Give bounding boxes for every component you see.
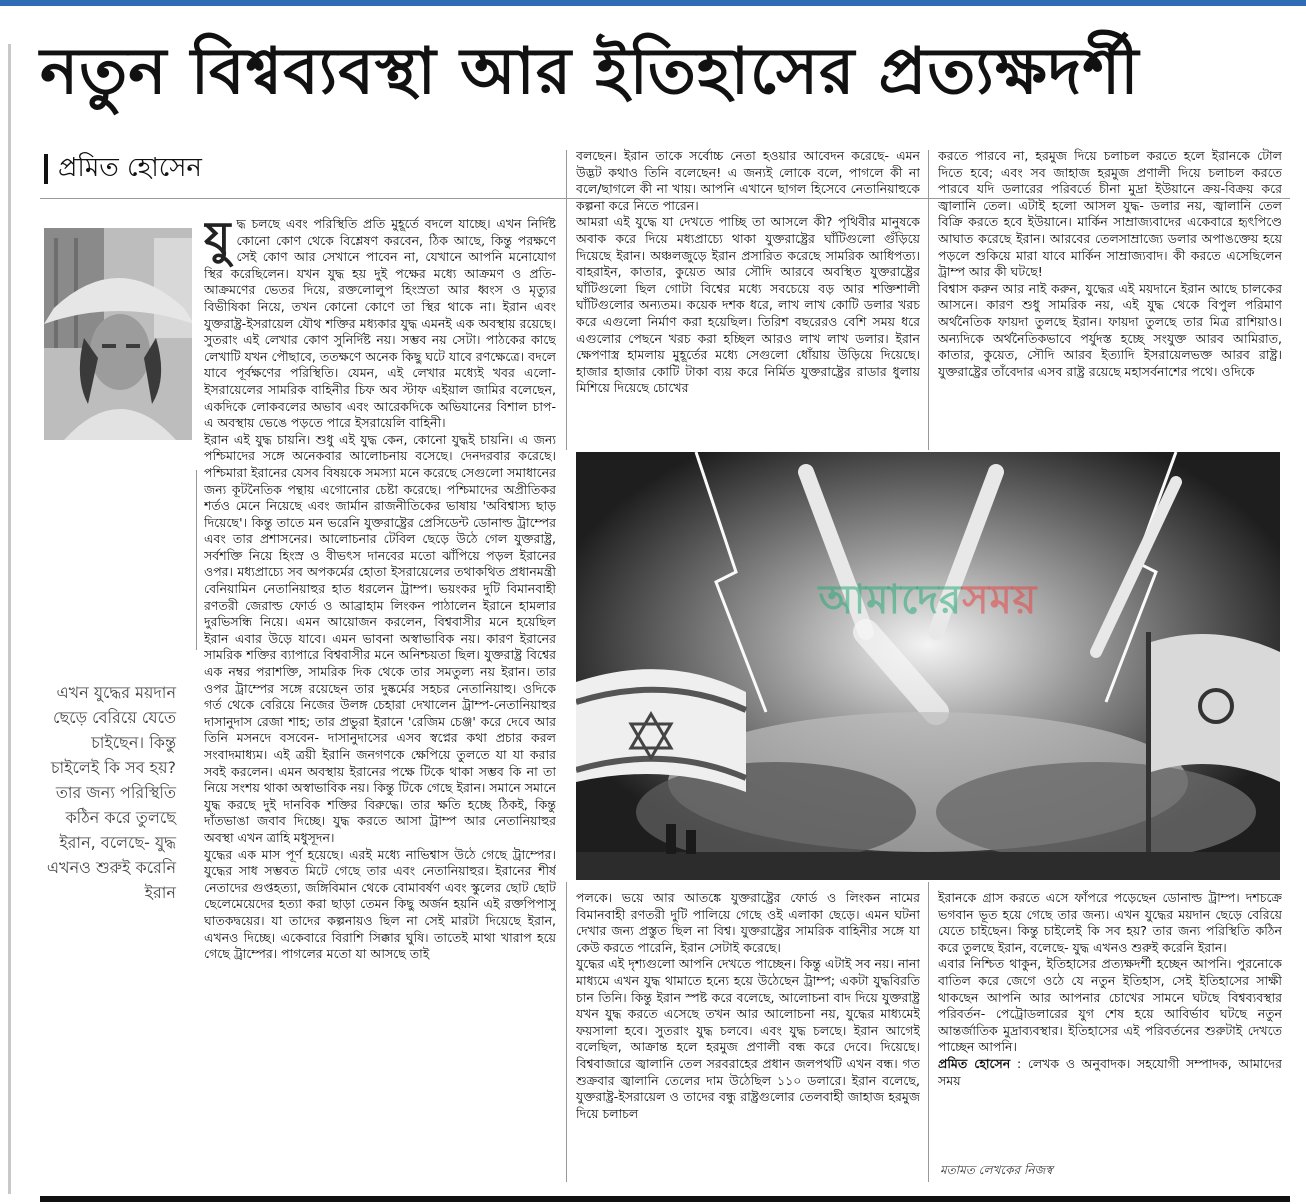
article-paragraph: ইরান এই যুদ্ধ চায়নি। শুধু এই যুদ্ধ কেন, কোনো যুদ্ধই চায়নি। এ জন্য পশ্চিমাদের সঙ্গে অনেকবার আলোচনায় বসেছে। দেনদরবার করেছে। পশ্চিমারা ইরানের যেসব বিষয়কে সমস্যা মনে করেছে সেগুলো সমাধানের জন্য কূটনৈতিক পন্থায় এগোনোর চেষ্টা করেছে। পশ্চিমাদের অপ্রীতিকর শর্তও মেনে নিয়েছে এবং জার্মান রাজনীতিকের ভাষায় 'অবিশ্বাস্য ছাড় দিয়েছে'। কিন্তু তাতে মন ভরেনি যুক্তরাষ্ট্রের প্রেসিডেন্ট ডোনাল্ড ট্রাম্পের এবং তার প্রশাসনের। আলোচনার টেবিল ছেড়ে উঠে গেল যুক্তরাষ্ট্র, সর্বশক্তি নিয়ে হিংস্র ও বীভৎস দানবের মতো ঝাঁপিয়ে পড়ল ইরানের ওপর। মধ্যপ্রাচ্যে সব অপকর্মের হোতা ইসরায়েলের তথাকথিত প্রধানমন্ত্রী বেনিয়ামিন নেতানিয়াহুর হাত ধরলেন ট্রাম্প। ভয়ংকর দুটি বিমানবাহী রণতরী জেরাল্ড ফোর্ড ও আব্রাহাম লিংকন পাঠালেন ইরানে হামলার দুরভিসন্ধি নিয়ে। এমন আয়োজন করলেন, বিশ্ববাসীর মনে হয়েছিল ইরান এবার উড়ে যাবে। এমন ভাবনা অস্বাভাবিক নয়। কারণ ইরানের সামরিক শক্তির ব্যাপারে বিশ্ববাসীর মনে অনিশ্চয়তা ছিল। যুক্তরাষ্ট্র বিশ্বের এক নম্বর পরাশক্তি, সামরিক দিক থেকে তার সমতুল্য নয় ইরান। তার ওপর ট্রাম্পের সঙ্গে রয়েছেন তার দুষ্কর্মের সহচর নেতানিয়াহু। ওদিকে গর্ত থেকে বেরিয়ে নিজের উলঙ্গ চেহারা দেখালেন ট্রাম্প-নেতানিয়াহুর দাসানুদাস রেজা শাহ; তার প্রভুরা ইরানে 'রেজিম চেঞ্জ' করে দেবে আর তিনি মসনদে বসবেন- দাসানুদাসের এসব স্বপ্নের কথা প্রচার করল সংবাদমাধ্যম। এই ত্রয়ী ইরানি জনগণকে ক্ষেপিয়ে তুলতে যা যা করার সবই করলেন। এমন অবস্থায় ইরানের পক্ষে টিকে থাকা সম্ভব কি না তা নিয়ে সংশয় থাকা অস্বাভাবিক নয়। কিন্তু টিকে গেছে ইরান। সমানে সমানে যুদ্ধ করছে দুই দানবিক শক্তির বিরুদ্ধে। তার ক্ষতি হচ্ছে ঠিকই, কিন্তু দাঁতভাঙা জবাব দিচ্ছে। যুদ্ধ করতে আসা ট্রাম্প আর নেতানিয়াহুর অবস্থা এখন ত্রাহি মধুসূদন। bbox=[204, 431, 556, 845]
byline bbox=[44, 152, 202, 186]
author-portrait-illustration bbox=[44, 228, 192, 440]
author-photo bbox=[44, 228, 192, 440]
article-column-3-bottom bbox=[938, 890, 1282, 1156]
article-paragraph: এবার নিশ্চিত থাকুন, ইতিহাসের প্রত্যক্ষদর্শী হচ্ছেন আপনি। পুরনোকে বাতিল করে জেগে ওঠে যে নতুন ইতিহাস, সেই ইতিহাসের সাক্ষী থাকছেন আপনি আর আপনার চোখের সামনে ঘটছে বিশ্বব্যবস্থার পরিবর্তন- পেট্রোডলারের যুগ শেষ হয়ে আবির্ভাব ঘটছে নতুন আন্তর্জাতিক মুদ্রাব্যবস্থার। ইতিহাসের এই পরিবর্তনের শুরুটাই দেখতে পাচ্ছেন আপনি। bbox=[938, 956, 1282, 1055]
article-column-2-bottom bbox=[576, 890, 920, 1184]
article-paragraph: যুদ্ধের এক মাস পূর্ণ হয়েছে। এরই মধ্যে নাভিশ্বাস উঠে গেছে ট্রাম্পের। যুদ্ধের সাধ সম্ভবত মিটে গেছে তার এবং নেতানিয়াহুর। ইরানের শীর্ষ নেতাদের গুপ্তহত্যা, জঙ্গিবিমান থেকে বোমাবর্ষণ এবং স্কুলের ছোট ছোট ছেলেমেয়েদের হত্যা করা ছাড়া তেমন কিছু অর্জন হয়নি এই রক্তপিপাসু ঘাতকদ্বয়ের। যা তাদের কল্পনায়ও ছিল না সেই মারটা দিয়েছে ইরান, এখনও দিচ্ছে। একেবারে বিরাশি সিক্কার ঘুষি। তাতেই মাথা খারাপ হয়ে গেছে ট্রাম্পের। পাগলের মতো যা আসছে তাই bbox=[204, 846, 556, 962]
bottom-rule bbox=[40, 1196, 1290, 1202]
top-accent-bar bbox=[0, 0, 1306, 6]
article-paragraph: আমরা এই যুদ্ধে যা দেখতে পাচ্ছি তা আসলে কী? পৃথিবীর মানুষকে অবাক করে দিয়ে মধ্যপ্রাচ্যে থাকা যুক্তরাষ্ট্রের ঘাঁটিগুলো গুঁড়িয়ে দিয়েছে ইরান। অঞ্চলজুড়ে ইরান প্রসারিত করেছে সামরিক আধিপত্য। বাহরাইন, কাতার, কুয়েত আর সৌদি আরবে অবস্থিত যুক্তরাষ্ট্রের ঘাঁটিগুলো ছিল গোটা বিশ্বের মধ্যে সবচেয়ে বড় আর শক্তিশালী ঘাঁটিগুলোর অন্যতম। কয়েক দশক ধরে, লাখ লাখ কোটি ডলার খরচ করে এগুলো নির্মাণ করা হয়েছিল। তিরিশ বছরেরও বেশি সময় ধরে এগুলোর পেছনে খরচ করা হচ্ছিল আরও লাখ লাখ ডলার। ইরান ক্ষেপণাস্ত্র হামলায় মুহূর্তের মধ্যে সেগুলো ধোঁয়ায় উড়িয়ে দিয়েছে। হাজার হাজার কোটি টাকা ব্যয় করে নির্মিত যুক্তরাষ্ট্রের রাডার ধুলায় মিশিয়ে দিয়েছে চোখের bbox=[576, 214, 920, 396]
column-divider bbox=[928, 150, 929, 450]
author-note-description: : লেখক ও অনুবাদক। সহযোগী সম্পাদক, আমাদের সময় bbox=[938, 1055, 1282, 1088]
sidebar-divider bbox=[196, 470, 197, 650]
opinion-disclaimer: মতামত লেখকের নিজস্ব bbox=[940, 1163, 1053, 1177]
headline: নতুন বিশ্বব্যবস্থা আর ইতিহাসের প্রত্যক্ষদর্শী bbox=[40, 34, 1140, 109]
article-paragraph: বলছেন। ইরান তাকে সর্বোচ্চ নেতা হওয়ার আবেদন করেছে- এমন উদ্ভট কথাও তিনি বলেছেন! এ জন্যই লোকে বলে, পাগলে কী না বলে/ছাগলে কী না খায়। আপনি এখানে ছাগল হিসেবে নেতানিয়াহুকে কল্পনা করে নিতে পারেন। bbox=[576, 148, 920, 213]
column-divider bbox=[566, 882, 567, 1182]
article-column-2-top bbox=[576, 148, 920, 436]
article-paragraph: বিশ্বাস করুন আর নাই করুন, যুদ্ধের এই ময়দানে ইরান আছে চালকের আসনে। কারণ শুধু সামরিক নয়, এই যুদ্ধ থেকে বিপুল পরিমাণ অর্থনৈতিক ফায়দা তুলছে ইরান। ফায়দা তুলছে তার মিত্র রাশিয়াও। অন্যদিকে অর্থনৈতিকভাবে পর্যুদস্ত হচ্ছে সংযুক্ত আরব আমিরাত, কাতার, কুয়েত, সৌদি আরব ইত্যাদি ইসরায়েলভক্ত আরব রাষ্ট্র। যুক্তরাষ্ট্রের তাঁবেদার এসব রাষ্ট্র রয়েছে মহাসর্বনাশের পথে। ওদিকে bbox=[938, 280, 1282, 379]
dropcap: যু bbox=[204, 216, 231, 265]
column-divider bbox=[566, 150, 567, 450]
article-paragraph bbox=[204, 216, 556, 432]
pull-quote: এখন যুদ্ধের ময়দান ছেড়ে বেরিয়ে যেতে চাইছেন। কিন্তু চাইলেই কি সব হয়? তার জন্য পরিস্থিতি কঠিন করে তুলছে ইরান, বলেছে- যুদ্ধ এখনও শুরুই করেনি ইরান bbox=[46, 683, 176, 902]
paragraph-text: দ্ধ চলছে এবং পরিস্থিতি প্রতি মুহূর্তে বদলে যাচ্ছে। এখন নির্দিষ্ট কোনো কোণ থেকে বিশ্লেষণ করবেন, ঠিক আছে, কিন্তু পরক্ষণে সেই কোণ আর সেখানে পাবেন না, যেখানে আপনি মনোযোগ স্থির করেছিলেন। যখন যুদ্ধ হয় দুই পক্ষের মধ্যে আক্রমণ ও প্রতি-আক্রমণের ভেতর দিয়ে, রক্তলোলুপ হিংস্রতা আর ধ্বংস ও মৃত্যুর বিভীষিকা নিয়ে, তখন কোনো কোণে তা স্থির থাকে না। ইরান এবং যুক্তরাষ্ট্র-ইসরায়েল যৌথ শক্তির মধ্যকার যুদ্ধ এমনই এক অবস্থায় রয়েছে। সুতরাং এই লেখার কোণ সুনির্দিষ্ট নয়। সম্ভব নয় সেটা। পাঠকের কাছে লেখাটি যখন পৌছাবে, ততক্ষণে অনেক কিছু ঘটে যাবে রণক্ষেত্রে। বদলে যাবে পূর্বক্ষণের পরিস্থিতি। যেমন, এই লেখার মধ্যেই খবর এলো- ইসরায়েলের সামরিক বাহিনীর চিফ অব স্টাফ এইয়াল জামির বলেছেন, একদিকে লোকবলের অভাব এবং আরেকদিকে অভিযানের বিশাল চাপ- এ অবস্থায় ভেঙে পড়তে পারে ইসরায়েলি বাহিনী। bbox=[204, 216, 556, 431]
watermark bbox=[576, 568, 1280, 635]
author-note-name: প্রমিত হোসেন bbox=[938, 1055, 1011, 1071]
article-column-3-top bbox=[938, 148, 1282, 436]
left-margin-rule bbox=[8, 44, 11, 1194]
missile-strike-image bbox=[576, 452, 1280, 880]
article-paragraph: যুদ্ধের এই দৃশ্যগুলো আপনি দেখতে পাচ্ছেন। কিন্তু এটাই সব নয়। নানা মাধ্যমে এখন যুদ্ধ থামাতে হন্যে হয়ে উঠেছেন ট্রাম্প; একটা যুদ্ধবিরতি চান তিনি। কিন্তু ইরান স্পষ্ট করে বলেছে, আলোচনা বাদ দিয়ে যুক্তরাষ্ট্র যখন যুদ্ধ করতে এসেছে তখন আর আলোচনা নয়, যুদ্ধের মাধ্যমেই ফয়সালা হবে। সুতরাং যুদ্ধ চলবে। এবং যুদ্ধ চলছে। ইরান আগেই বলেছিল, আক্রান্ত হলে হরমুজ প্রণালী বন্ধ করে দেবে। দিয়েছে। বিশ্ববাজারে জ্বালানি তেল সরবরাহের প্রধান জলপথটি এখন বন্ধ। গত শুক্রবার জ্বালানি তেলের দাম উঠেছিল ১১০ ডলারে। ইরান বলেছে, যুক্তরাষ্ট্র-ইসরায়েল ও তাদের বন্ধু রাষ্ট্রগুলোর তেলবাহী জাহাজ হরমুজ দিয়ে চলাচল bbox=[576, 956, 920, 1121]
byline-marker bbox=[44, 154, 48, 184]
byline-author: প্রমিত হোসেন bbox=[58, 153, 202, 183]
article-paragraph: করতে পারবে না, হরমুজ দিয়ে চলাচল করতে হলে ইরানকে টোল দিতে হবে; এবং সব জাহাজ হরমুজ প্রণালী দিয়ে চলাচল করতে পারবে যদি ডলারের পরিবর্তে চীনা মুদ্রা ইউয়ানে ক্রয়-বিক্রয় করে জ্বালানি তেল। এটাই হলো আসল যুদ্ধ- ডলার নয়, জ্বালানি তেল বিক্রি করতে হবে ইউয়ানে। মার্কিন সাম্রাজ্যবাদের একেবারে হৃৎপিণ্ডে আঘাত করেছে ইরান। আরবের তেলসাম্রাজ্যে ডলার অপাঙক্তেয় হয়ে পড়লে শুকিয়ে মারা যাবে মার্কিন সাম্রাজ্যবাদ। কী করতে এসেছিলেন ট্রাম্প আর কী ঘটছে! bbox=[938, 148, 1282, 280]
author-note bbox=[938, 1056, 1282, 1089]
watermark-text: সময় bbox=[962, 577, 1038, 623]
article-column-1 bbox=[204, 216, 556, 1186]
article-paragraph: পলকে। ভয়ে আর আতঙ্কে যুক্তরাষ্ট্রের ফোর্ড ও লিংকন নামের বিমানবাহী রণতরী দুটি পালিয়ে গেছে ওই এলাকা ছেড়ে। এমন ঘটনা দেখার জন্য প্রস্তুত ছিল না বিশ্ব। যুক্তরাষ্ট্রের সামরিক বাহিনীর সঙ্গে যা কেউ করতে পারেনি, ইরান সেটাই করেছে। bbox=[576, 890, 920, 955]
article-paragraph: ইরানকে গ্রাস করতে এসে ফাঁপরে পড়েছেন ডোনাল্ড ট্রাম্প। দশচক্রে ভগবান ভূত হয়ে গেছে তার জন্য। এখন যুদ্ধের ময়দান ছেড়ে বেরিয়ে যেতে চাইছেন। কিন্তু চাইলেই কি সব হয়? তার জন্য পরিস্থিতি কঠিন করে তুলছে ইরান, বলেছে- যুদ্ধ এখনও শুরুই করেনি ইরান। bbox=[938, 890, 1282, 955]
watermark-text: আমাদের bbox=[818, 577, 963, 623]
war-illustration bbox=[576, 452, 1280, 880]
column-divider bbox=[928, 882, 929, 1182]
